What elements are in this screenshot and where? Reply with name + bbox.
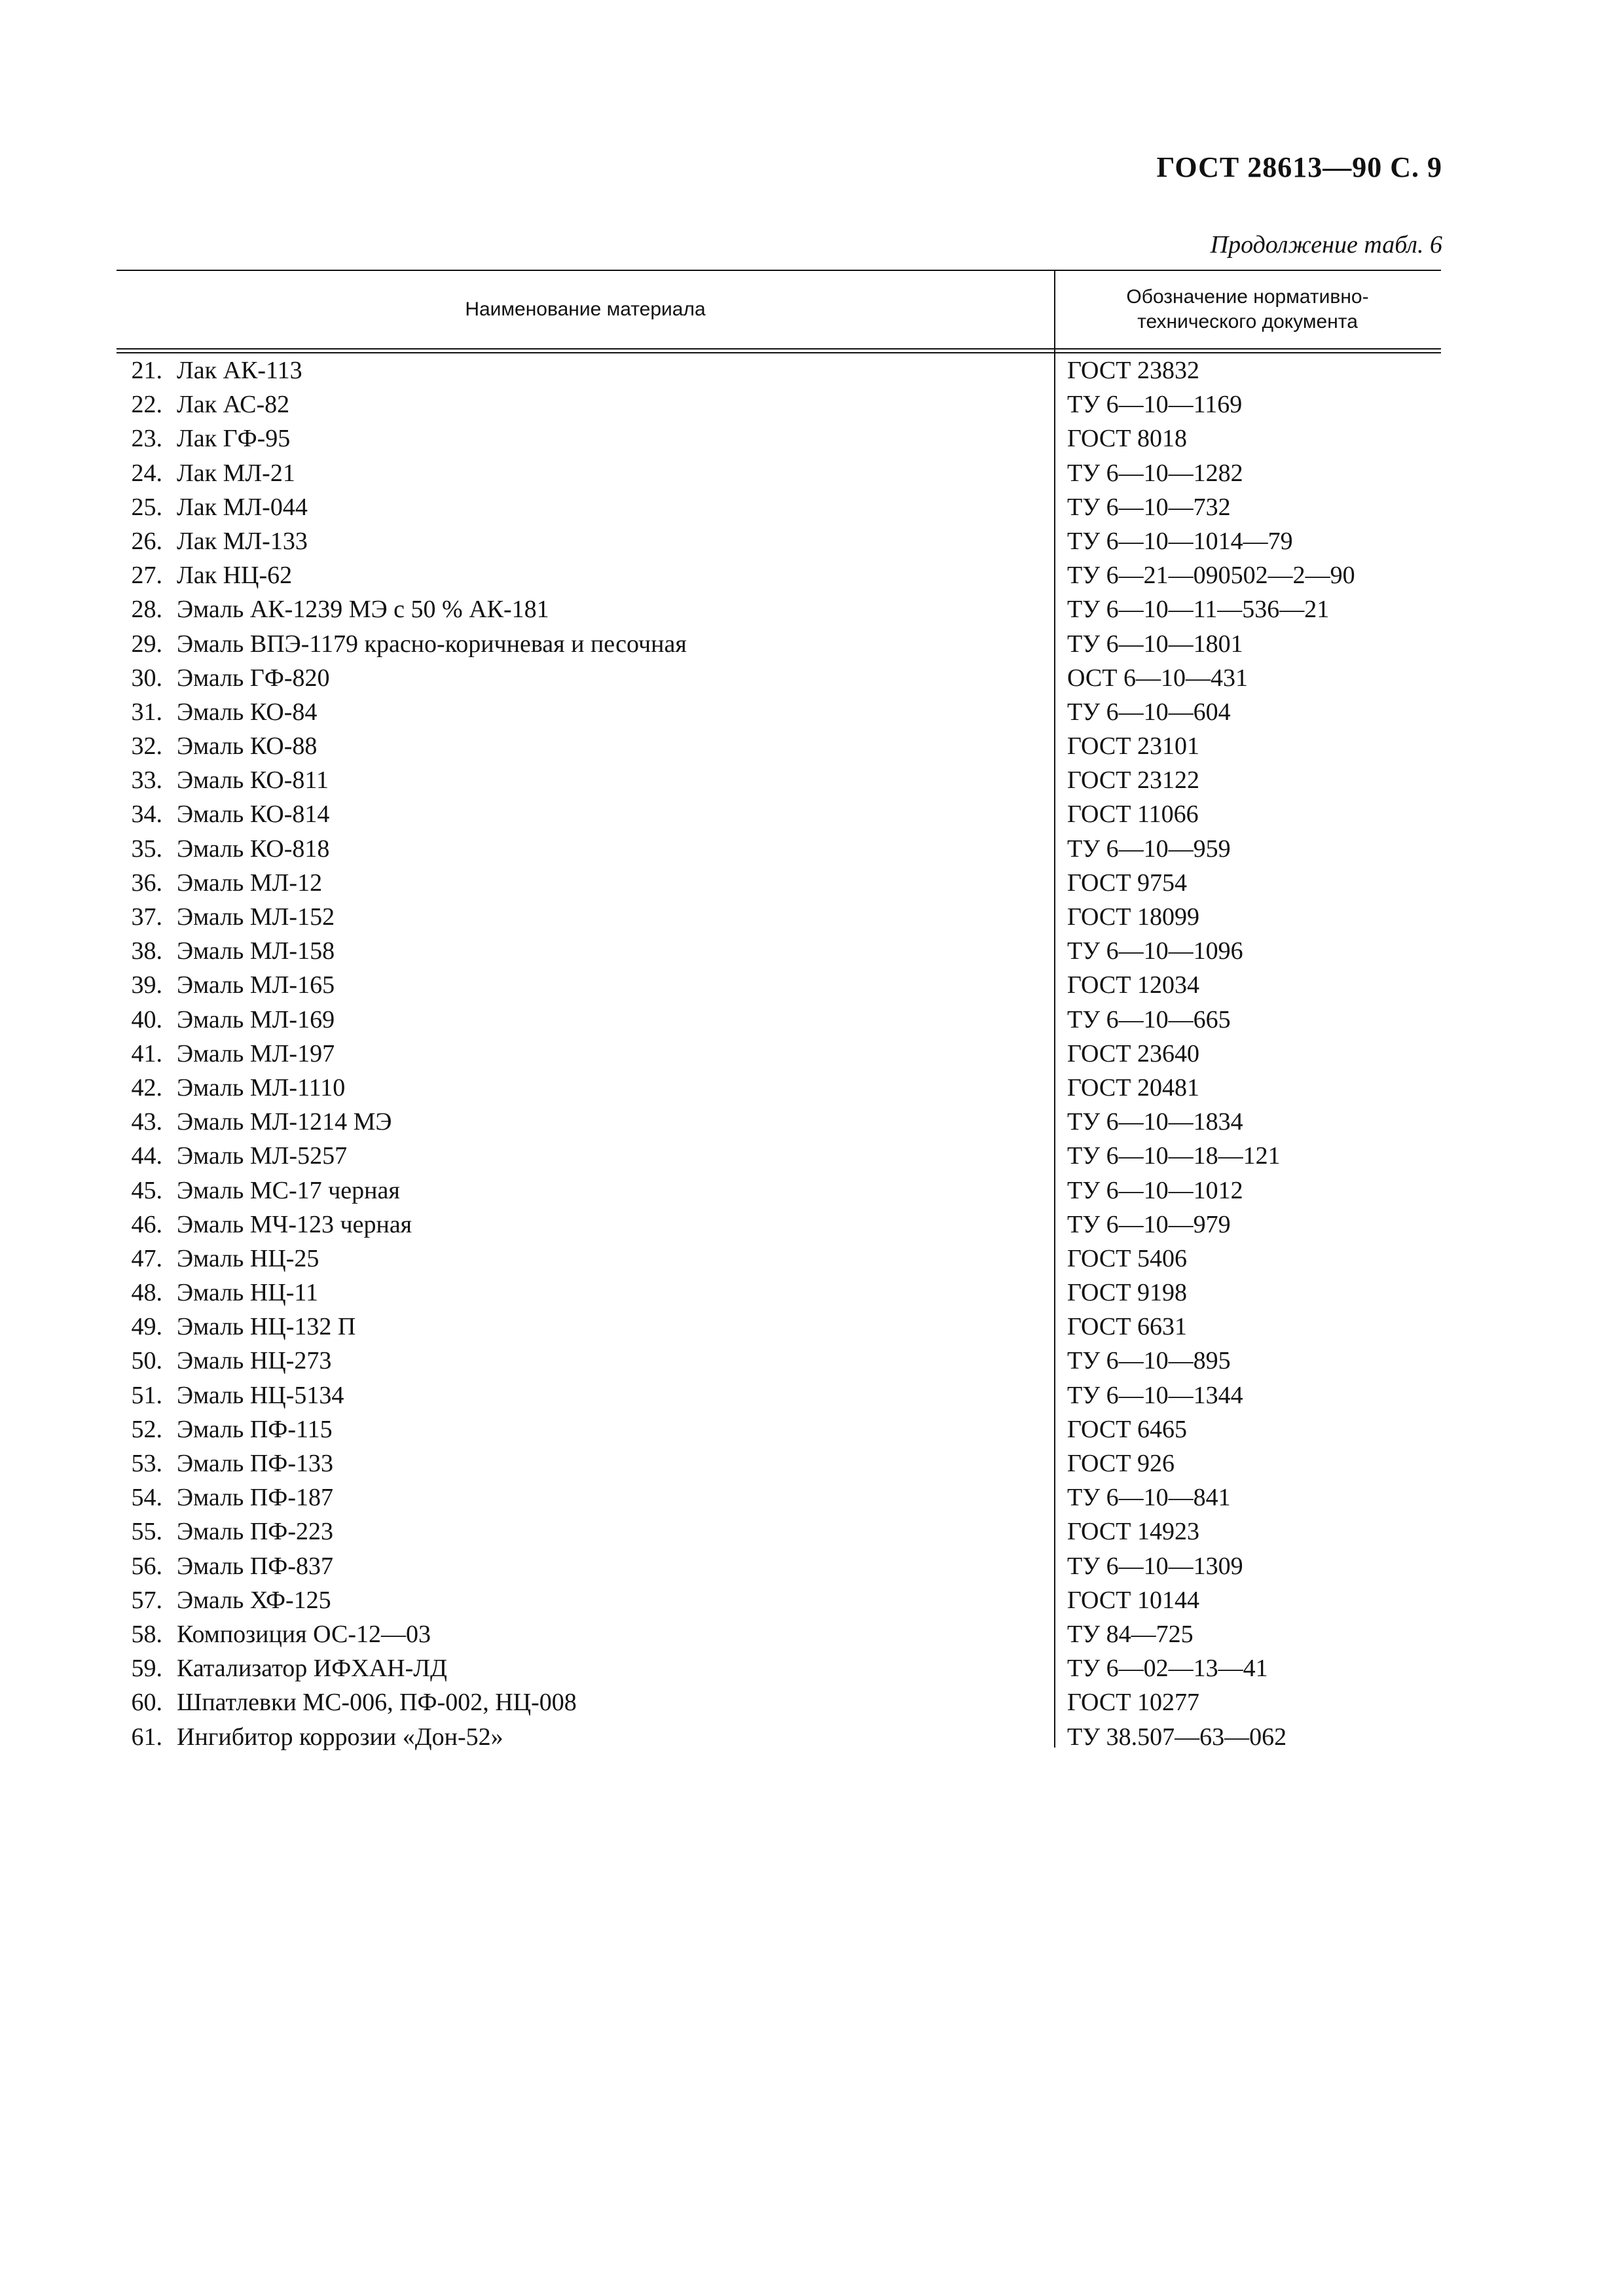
table-row bbox=[117, 866, 1441, 900]
document-designation: ГОСТ 23832 bbox=[1067, 357, 1199, 384]
row-number: 48. bbox=[131, 1279, 162, 1307]
materials-table bbox=[117, 270, 1441, 1751]
material-name: Лак ГФ-95 bbox=[177, 425, 291, 453]
table-row bbox=[117, 524, 1441, 558]
document-designation: ГОСТ 5406 bbox=[1067, 1244, 1187, 1272]
table-row bbox=[117, 661, 1441, 695]
material-name: Эмаль МЛ-5257 bbox=[177, 1142, 348, 1170]
material-name: Эмаль КО-88 bbox=[177, 732, 318, 761]
page-header: ГОСТ 28613—90 С. 9 bbox=[1156, 151, 1442, 183]
document-designation: ГОСТ 6631 bbox=[1067, 1313, 1187, 1341]
material-name: Эмаль ПФ-223 bbox=[177, 1518, 333, 1546]
row-number: 24. bbox=[131, 459, 162, 487]
table-row bbox=[117, 695, 1441, 729]
column-header-document-line-1: Обозначение нормативно- bbox=[1126, 286, 1369, 308]
document-designation: ТУ 6—10—732 bbox=[1067, 493, 1231, 521]
material-name: Эмаль КО-818 bbox=[177, 834, 330, 863]
row-number: 53. bbox=[131, 1450, 162, 1477]
material-name: Эмаль МЛ-165 bbox=[177, 971, 335, 999]
row-number: 47. bbox=[131, 1244, 162, 1272]
document-designation: ТУ 6—10—18—121 bbox=[1067, 1142, 1281, 1170]
document-designation: ГОСТ 6465 bbox=[1067, 1415, 1187, 1443]
row-number: 59. bbox=[131, 1655, 162, 1683]
table-row bbox=[117, 558, 1441, 592]
header-rule bbox=[117, 348, 1441, 350]
row-number: 21. bbox=[131, 357, 162, 384]
material-name: Эмаль НЦ-132 П bbox=[177, 1313, 356, 1341]
document-designation: ТУ 6—21—090502—2—90 bbox=[1067, 562, 1355, 590]
material-name: Эмаль МЛ-1214 МЭ bbox=[177, 1108, 392, 1136]
table-row bbox=[117, 1617, 1441, 1651]
material-name: Эмаль ГФ-820 bbox=[177, 664, 330, 692]
document-designation: ГОСТ 14923 bbox=[1067, 1518, 1199, 1546]
document-designation: ТУ 6—10—1344 bbox=[1067, 1381, 1243, 1409]
material-name: Эмаль ВПЭ-1179 красно-коричневая и песочная bbox=[177, 630, 687, 658]
document-designation: ГОСТ 10144 bbox=[1067, 1586, 1199, 1614]
row-number: 22. bbox=[131, 391, 162, 419]
row-number: 41. bbox=[131, 1039, 162, 1067]
row-number: 34. bbox=[131, 800, 162, 829]
material-name: Эмаль ПФ-837 bbox=[177, 1552, 333, 1580]
material-name: Катализатор ИФХАН-ЛД bbox=[177, 1655, 447, 1683]
material-name: Эмаль ПФ-115 bbox=[177, 1415, 333, 1443]
material-name: Эмаль НЦ-11 bbox=[177, 1279, 318, 1307]
table-row bbox=[117, 763, 1441, 797]
table-row bbox=[117, 1208, 1441, 1242]
document-designation: ТУ 84—725 bbox=[1067, 1620, 1194, 1648]
material-name: Эмаль КО-84 bbox=[177, 698, 318, 726]
row-number: 40. bbox=[131, 1005, 162, 1033]
table-row bbox=[117, 900, 1441, 934]
row-number: 39. bbox=[131, 971, 162, 999]
table-row bbox=[117, 1003, 1441, 1037]
material-name: Эмаль МС-17 черная bbox=[177, 1176, 400, 1204]
material-name: Эмаль КО-811 bbox=[177, 766, 329, 795]
document-designation: ГОСТ 926 bbox=[1067, 1450, 1175, 1477]
material-name: Шпатлевки МС-006, ПФ-002, НЦ-008 bbox=[177, 1689, 577, 1717]
table-row bbox=[117, 1515, 1441, 1549]
row-number: 56. bbox=[131, 1552, 162, 1580]
material-name: Ингибитор коррозии «Дон-52» bbox=[177, 1723, 503, 1751]
document-designation: ГОСТ 23101 bbox=[1067, 732, 1199, 761]
document-designation: ГОСТ 12034 bbox=[1067, 971, 1199, 999]
table-row bbox=[117, 934, 1441, 968]
material-name: Эмаль ХФ-125 bbox=[177, 1586, 331, 1614]
row-number: 61. bbox=[131, 1723, 162, 1751]
row-number: 33. bbox=[131, 766, 162, 795]
document-designation: ТУ 6—10—895 bbox=[1067, 1347, 1231, 1375]
row-number: 36. bbox=[131, 869, 162, 897]
table-row bbox=[117, 1344, 1441, 1378]
document-designation: ТУ 6—02—13—41 bbox=[1067, 1655, 1268, 1683]
row-number: 58. bbox=[131, 1620, 162, 1648]
document-designation: ТУ 6—10—1014—79 bbox=[1067, 527, 1293, 555]
row-number: 54. bbox=[131, 1484, 162, 1512]
row-number: 46. bbox=[131, 1210, 162, 1238]
document-designation: ОСТ 6—10—431 bbox=[1067, 664, 1248, 692]
material-name: Эмаль МЧ-123 черная bbox=[177, 1210, 412, 1238]
document-designation: ТУ 6—10—665 bbox=[1067, 1005, 1231, 1033]
document-designation: ТУ 6—10—11—536—21 bbox=[1067, 596, 1330, 624]
table-row bbox=[117, 1720, 1441, 1754]
document-designation: ТУ 6—10—959 bbox=[1067, 834, 1231, 863]
document-designation: ТУ 6—10—1801 bbox=[1067, 630, 1243, 658]
row-number: 52. bbox=[131, 1415, 162, 1443]
document-designation: ТУ 6—10—979 bbox=[1067, 1210, 1231, 1238]
document-designation: ГОСТ 9754 bbox=[1067, 869, 1187, 897]
row-number: 23. bbox=[131, 425, 162, 453]
material-name: Эмаль АК-1239 МЭ с 50 % АК-181 bbox=[177, 596, 549, 624]
material-name: Композиция ОС-12—03 bbox=[177, 1620, 431, 1648]
material-name: Лак МЛ-21 bbox=[177, 459, 295, 487]
document-designation: ГОСТ 11066 bbox=[1067, 800, 1199, 829]
row-number: 43. bbox=[131, 1108, 162, 1136]
material-name: Эмаль МЛ-158 bbox=[177, 937, 335, 965]
column-header-document-line-2: технического документа bbox=[1137, 311, 1358, 332]
row-number: 49. bbox=[131, 1313, 162, 1341]
material-name: Эмаль МЛ-1110 bbox=[177, 1073, 346, 1102]
row-number: 44. bbox=[131, 1142, 162, 1170]
table-row bbox=[117, 1651, 1441, 1685]
document-designation: ГОСТ 20481 bbox=[1067, 1073, 1199, 1102]
row-number: 38. bbox=[131, 937, 162, 965]
row-number: 55. bbox=[131, 1518, 162, 1546]
document-designation: ТУ 6—10—1282 bbox=[1067, 459, 1243, 487]
table-row bbox=[117, 387, 1441, 422]
row-number: 42. bbox=[131, 1073, 162, 1102]
table-row bbox=[117, 592, 1441, 626]
material-name: Эмаль ПФ-133 bbox=[177, 1450, 333, 1477]
table-row bbox=[117, 1480, 1441, 1515]
document-designation: ГОСТ 23640 bbox=[1067, 1039, 1199, 1067]
row-number: 28. bbox=[131, 596, 162, 624]
document-designation: ТУ 6—10—604 bbox=[1067, 698, 1231, 726]
material-name: Лак МЛ-044 bbox=[177, 493, 308, 521]
document-designation: ТУ 6—10—1834 bbox=[1067, 1108, 1243, 1136]
table-row bbox=[117, 1412, 1441, 1446]
table-row bbox=[117, 490, 1441, 524]
document-designation: ТУ 6—10—1012 bbox=[1067, 1176, 1243, 1204]
table-row bbox=[117, 1685, 1441, 1719]
row-number: 50. bbox=[131, 1347, 162, 1375]
table-row bbox=[117, 797, 1441, 831]
table-row bbox=[117, 1310, 1441, 1344]
table-row bbox=[117, 1071, 1441, 1105]
document-designation: ГОСТ 10277 bbox=[1067, 1689, 1199, 1717]
row-number: 32. bbox=[131, 732, 162, 761]
table-row bbox=[117, 627, 1441, 661]
row-number: 25. bbox=[131, 493, 162, 521]
table-row bbox=[117, 353, 1441, 387]
row-number: 26. bbox=[131, 527, 162, 555]
table-row bbox=[117, 968, 1441, 1002]
row-number: 51. bbox=[131, 1381, 162, 1409]
material-name: Лак МЛ-133 bbox=[177, 527, 308, 555]
material-name: Лак АС-82 bbox=[177, 391, 290, 419]
table-continuation-label: Продолжение табл. 6 bbox=[1210, 231, 1442, 259]
table-header bbox=[117, 270, 1441, 348]
table-row bbox=[117, 1139, 1441, 1173]
row-number: 30. bbox=[131, 664, 162, 692]
document-designation: ТУ 38.507—63—062 bbox=[1067, 1723, 1287, 1751]
table-row bbox=[117, 1276, 1441, 1310]
table-row bbox=[117, 729, 1441, 763]
row-number: 57. bbox=[131, 1586, 162, 1614]
row-number: 27. bbox=[131, 562, 162, 590]
material-name: Эмаль НЦ-25 bbox=[177, 1244, 319, 1272]
table-row bbox=[117, 1174, 1441, 1208]
table-row bbox=[117, 1037, 1441, 1071]
row-number: 60. bbox=[131, 1689, 162, 1717]
document-designation: ГОСТ 23122 bbox=[1067, 766, 1199, 795]
table-row bbox=[117, 1446, 1441, 1480]
material-name: Лак АК-113 bbox=[177, 357, 302, 384]
material-name: Лак НЦ-62 bbox=[177, 562, 293, 590]
document-designation: ТУ 6—10—1169 bbox=[1067, 391, 1243, 419]
table-row bbox=[117, 1105, 1441, 1139]
row-number: 35. bbox=[131, 834, 162, 863]
row-number: 37. bbox=[131, 903, 162, 931]
table-row bbox=[117, 1378, 1441, 1412]
table-row bbox=[117, 456, 1441, 490]
column-header-material-name: Наименование материала bbox=[465, 298, 706, 320]
table-body bbox=[117, 353, 1441, 1754]
row-number: 31. bbox=[131, 698, 162, 726]
table-row bbox=[117, 1583, 1441, 1617]
document-designation: ГОСТ 9198 bbox=[1067, 1279, 1187, 1307]
material-name: Эмаль НЦ-5134 bbox=[177, 1381, 344, 1409]
table-row bbox=[117, 1549, 1441, 1583]
material-name: Эмаль КО-814 bbox=[177, 800, 330, 829]
column-header-document bbox=[1054, 271, 1441, 348]
material-name: Эмаль МЛ-12 bbox=[177, 869, 323, 897]
row-number: 29. bbox=[131, 630, 162, 658]
document-designation: ГОСТ 18099 bbox=[1067, 903, 1199, 931]
material-name: Эмаль МЛ-197 bbox=[177, 1039, 335, 1067]
table-row bbox=[117, 832, 1441, 866]
document-designation: ГОСТ 8018 bbox=[1067, 425, 1187, 453]
table-row bbox=[117, 1242, 1441, 1276]
material-name: Эмаль МЛ-152 bbox=[177, 903, 335, 931]
document-designation: ТУ 6—10—1309 bbox=[1067, 1552, 1243, 1580]
material-name: Эмаль ПФ-187 bbox=[177, 1484, 333, 1512]
material-name: Эмаль МЛ-169 bbox=[177, 1005, 335, 1033]
document-designation: ТУ 6—10—841 bbox=[1067, 1484, 1231, 1512]
document-designation: ТУ 6—10—1096 bbox=[1067, 937, 1243, 965]
table-row bbox=[117, 422, 1441, 456]
material-name: Эмаль НЦ-273 bbox=[177, 1347, 332, 1375]
row-number: 45. bbox=[131, 1176, 162, 1204]
